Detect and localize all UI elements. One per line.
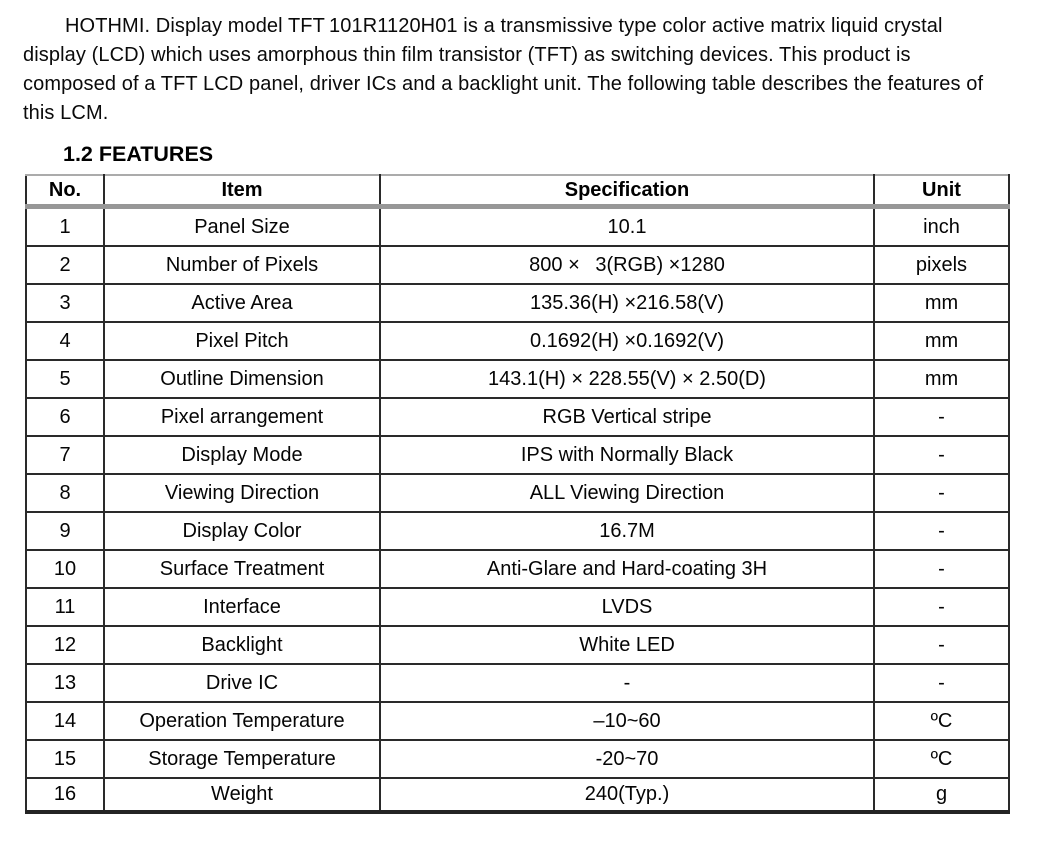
table-cell: 135.36(H) ×216.58(V) <box>380 284 874 322</box>
table-cell: RGB Vertical stripe <box>380 398 874 436</box>
table-cell: Viewing Direction <box>104 474 380 512</box>
table-cell: - <box>874 626 1009 664</box>
table-cell: Outline Dimension <box>104 360 380 398</box>
table-cell: Pixel arrangement <box>104 398 380 436</box>
table-cell: White LED <box>380 626 874 664</box>
table-cell: Surface Treatment <box>104 550 380 588</box>
table-row <box>26 360 1009 398</box>
table-cell: –10~60 <box>380 702 874 740</box>
table-cell: mm <box>874 360 1009 398</box>
table-row <box>26 246 1009 284</box>
column-header-specification: Specification <box>380 175 874 207</box>
table-cell: - <box>874 474 1009 512</box>
table-cell: 14 <box>26 702 104 740</box>
section-heading: 1.2 FEATURES <box>63 142 214 166</box>
table-row <box>26 512 1009 550</box>
table-cell: Active Area <box>104 284 380 322</box>
table-cell: 15 <box>26 740 104 778</box>
table-cell: Display Mode <box>104 436 380 474</box>
table-cell: Drive IC <box>104 664 380 702</box>
table-row <box>26 398 1009 436</box>
table-cell: 11 <box>26 588 104 626</box>
table-cell: 13 <box>26 664 104 702</box>
table-cell: Anti-Glare and Hard-coating 3H <box>380 550 874 588</box>
table-cell: 16 <box>26 778 104 812</box>
table-row <box>26 702 1009 740</box>
table-cell: - <box>874 664 1009 702</box>
table-cell: 10.1 <box>380 207 874 247</box>
table-cell: ºC <box>874 702 1009 740</box>
table-cell: inch <box>874 207 1009 247</box>
table-cell: - <box>874 436 1009 474</box>
table-cell: 143.1(H) × 228.55(V) × 2.50(D) <box>380 360 874 398</box>
table-cell: - <box>874 550 1009 588</box>
table-cell: Operation Temperature <box>104 702 380 740</box>
table-cell: 2 <box>26 246 104 284</box>
table-cell: 9 <box>26 512 104 550</box>
table-cell: 1 <box>26 207 104 247</box>
table-cell: Storage Temperature <box>104 740 380 778</box>
table-cell: 4 <box>26 322 104 360</box>
table-cell: mm <box>874 284 1009 322</box>
table-cell: Panel Size <box>104 207 380 247</box>
table-cell: LVDS <box>380 588 874 626</box>
column-header-unit: Unit <box>874 175 1009 207</box>
table-cell: 0.1692(H) ×0.1692(V) <box>380 322 874 360</box>
table-cell: 16.7M <box>380 512 874 550</box>
table-cell: Weight <box>104 778 380 812</box>
table-cell: Pixel Pitch <box>104 322 380 360</box>
table-cell: Backlight <box>104 626 380 664</box>
table-cell: 6 <box>26 398 104 436</box>
table-cell: 800 × 3(RGB) ×1280 <box>380 246 874 284</box>
table-row <box>26 588 1009 626</box>
table-cell: 5 <box>26 360 104 398</box>
column-header-no: No. <box>26 175 104 207</box>
features-table <box>25 174 1010 814</box>
table-cell: - <box>874 588 1009 626</box>
table-row <box>26 207 1009 247</box>
table-cell: 8 <box>26 474 104 512</box>
table-cell: g <box>874 778 1009 812</box>
table-cell: 240(Typ.) <box>380 778 874 812</box>
table-cell: Display Color <box>104 512 380 550</box>
table-cell: 3 <box>26 284 104 322</box>
table-cell: -20~70 <box>380 740 874 778</box>
intro-paragraph: HOTHMI. Display model TFT 101R1120H01 is a transmissive type color active matrix liquid crystal display (LCD) which uses amorphous thin film transistor (TFT) as switching devices. This product is composed of a TFT LCD panel, driver ICs and a backlight unit. The following table describes the features of this LCM. <box>23 15 984 124</box>
table-cell: 12 <box>26 626 104 664</box>
table-cell: mm <box>874 322 1009 360</box>
table-row <box>26 664 1009 702</box>
table-cell: Interface <box>104 588 380 626</box>
table-row <box>26 284 1009 322</box>
table-cell: ºC <box>874 740 1009 778</box>
table-cell: 10 <box>26 550 104 588</box>
table-cell: ALL Viewing Direction <box>380 474 874 512</box>
table-cell: IPS with Normally Black <box>380 436 874 474</box>
table-cell: - <box>874 398 1009 436</box>
table-row <box>26 740 1009 778</box>
table-cell: 7 <box>26 436 104 474</box>
column-header-item: Item <box>104 175 380 207</box>
table-row <box>26 436 1009 474</box>
table-row <box>26 626 1009 664</box>
table-header-row <box>26 175 1009 207</box>
table-body <box>26 207 1009 813</box>
table-cell: Number of Pixels <box>104 246 380 284</box>
table-cell: - <box>874 512 1009 550</box>
datasheet-page <box>0 12 1040 857</box>
table-row <box>26 778 1009 812</box>
table-cell: - <box>380 664 874 702</box>
table-row <box>26 322 1009 360</box>
table-cell: pixels <box>874 246 1009 284</box>
table-row <box>26 474 1009 512</box>
table-row <box>26 550 1009 588</box>
